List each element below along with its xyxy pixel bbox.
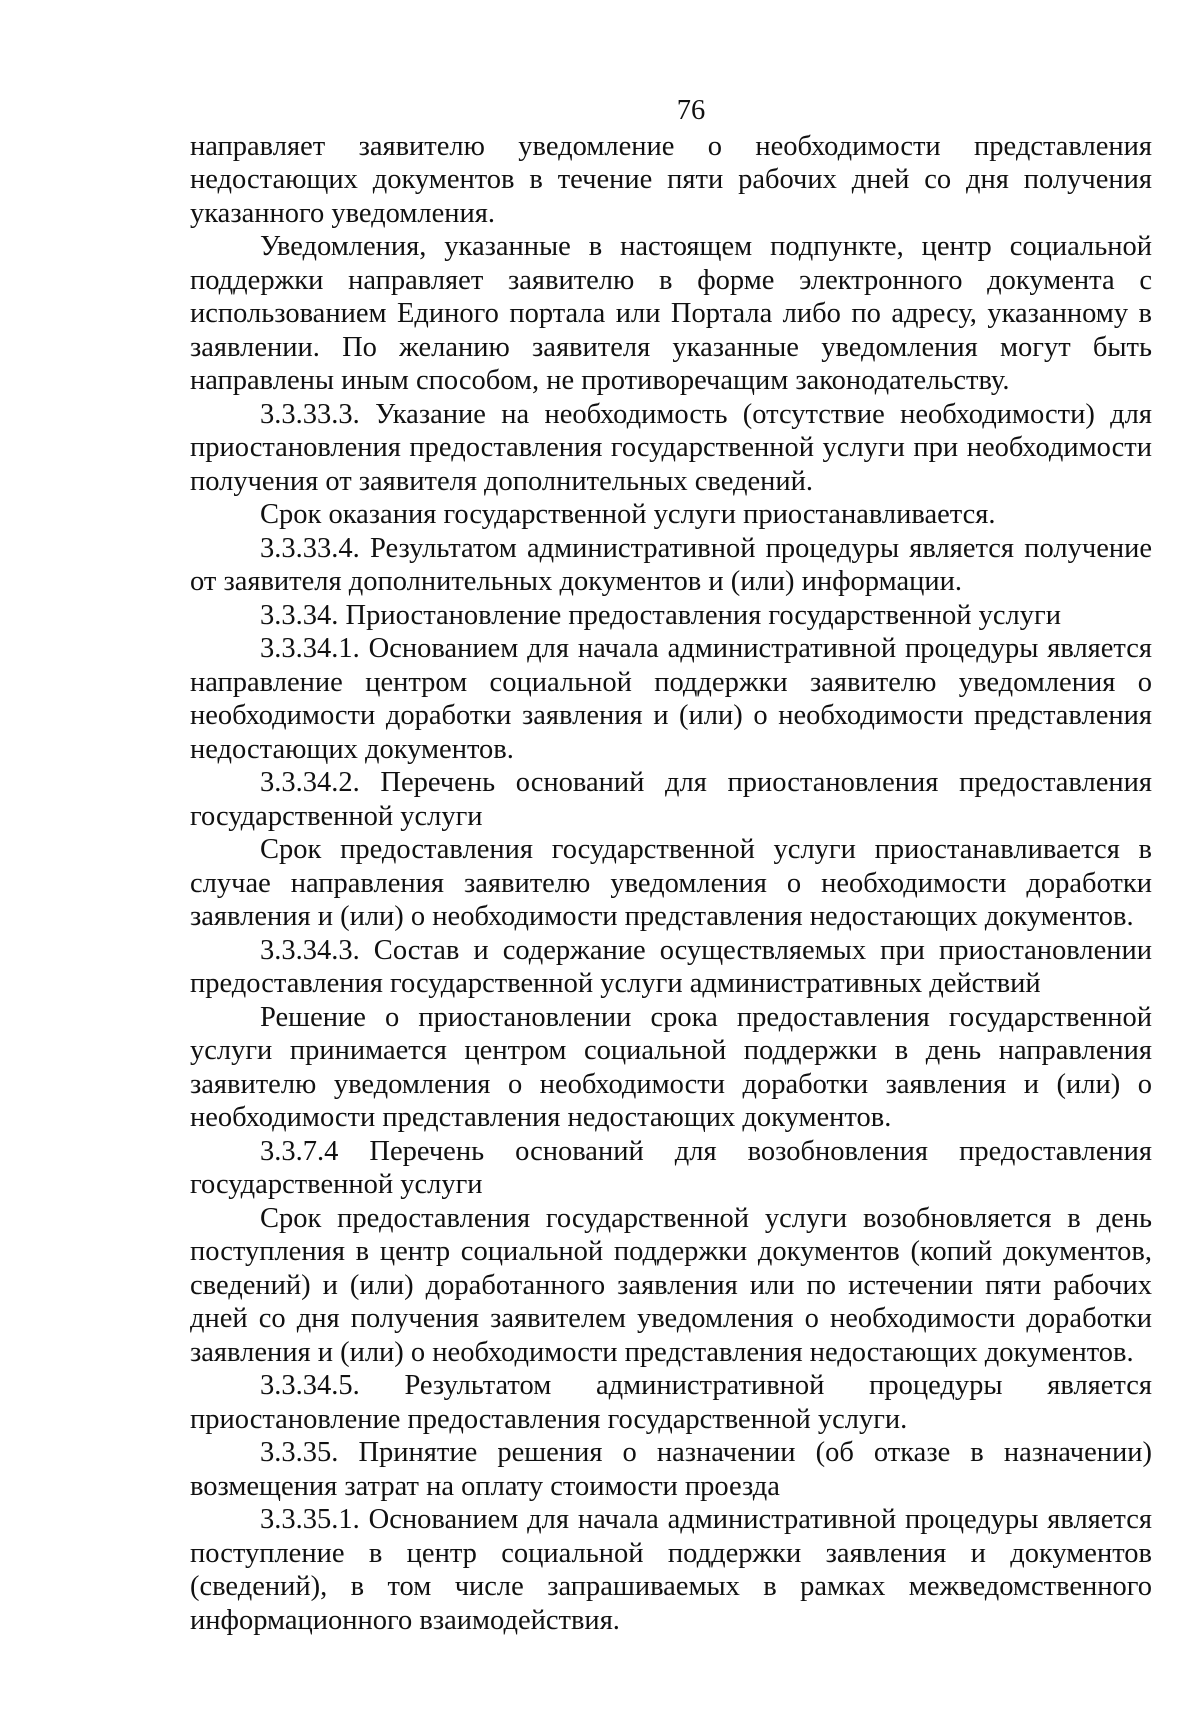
paragraph: 3.3.34.5. Результатом административной процедуры является приостановление предоставления государственной услуги. xyxy=(190,1370,1152,1435)
paragraph: 3.3.34.3. Состав и содержание осуществляемых при приостановлении предоставления государственной услуги административных действий xyxy=(190,934,1152,999)
paragraph: 3.3.34.1. Основанием для начала административной процедуры является направление центром социальной поддержки заявителю уведомления о необходимости доработки заявления и (или) о необходимости представления недостающих документов. xyxy=(190,633,1152,765)
paragraph: 3.3.35. Принятие решения о назначении (об отказе в назначении) возмещения затрат на оплату стоимости проезда xyxy=(190,1437,1152,1502)
document-page xyxy=(190,94,1152,1637)
paragraph: 3.3.7.4 Перечень оснований для возобновления предоставления государственной услуги xyxy=(190,1135,1152,1200)
paragraph: Срок предоставления государственной услуги приостанавливается в случае направления заявителю уведомления о необходимости доработки заявления и (или) о необходимости представления недостающих документов. xyxy=(190,834,1152,932)
paragraph: Уведомления, указанные в настоящем подпункте, центр социальной поддержки направляет заявителю в форме электронного документа с использованием Единого портала или Портала либо по адресу, указанному в заявлении. По желанию заявителя указанные уведомления могут быть направлены иным способом, не противоречащим законодательству. xyxy=(190,231,1152,396)
paragraph: Решение о приостановлении срока предоставления государственной услуги принимается центром социальной поддержки в день направления заявителю уведомления о необходимости доработки заявления и (или) о необходимости представления недостающих документов. xyxy=(190,1001,1152,1133)
paragraph: Срок оказания государственной услуги приостанавливается. xyxy=(260,499,996,530)
page-number: 76 xyxy=(676,95,706,126)
paragraph: Срок предоставления государственной услуги возобновляется в день поступления в центр социальной поддержки документов (копий документов, сведений) и (или) доработанного заявления или по истечении пяти рабочих дней со дня получения заявителем уведомления о необходимости доработки заявления и (или) о необходимости представления недостающих документов. xyxy=(190,1202,1152,1368)
paragraph: 3.3.33.3. Указание на необходимость (отсутствие необходимости) для приостановления предоставления государственной услуги при необходимости получения от заявителя дополнительных сведений. xyxy=(190,398,1152,497)
paragraph: направляет заявителю уведомление о необходимости представления недостающих документов в течение пяти рабочих дней со дня получения указанного уведомления. xyxy=(190,130,1152,229)
paragraph: 3.3.34.2. Перечень оснований для приостановления предоставления государственной услуги xyxy=(190,767,1152,832)
paragraph: 3.3.33.4. Результатом административной процедуры является получение от заявителя дополнительных документов и (или) информации. xyxy=(190,532,1152,597)
paragraph: 3.3.34. Приостановление предоставления государственной услуги xyxy=(260,599,1061,631)
paragraph: 3.3.35.1. Основанием для начала административной процедуры является поступление в центр социальной поддержки заявления и документов (сведений), в том числе запрашиваемых в рамках межведомственного информационного взаимодействия. xyxy=(190,1504,1152,1636)
